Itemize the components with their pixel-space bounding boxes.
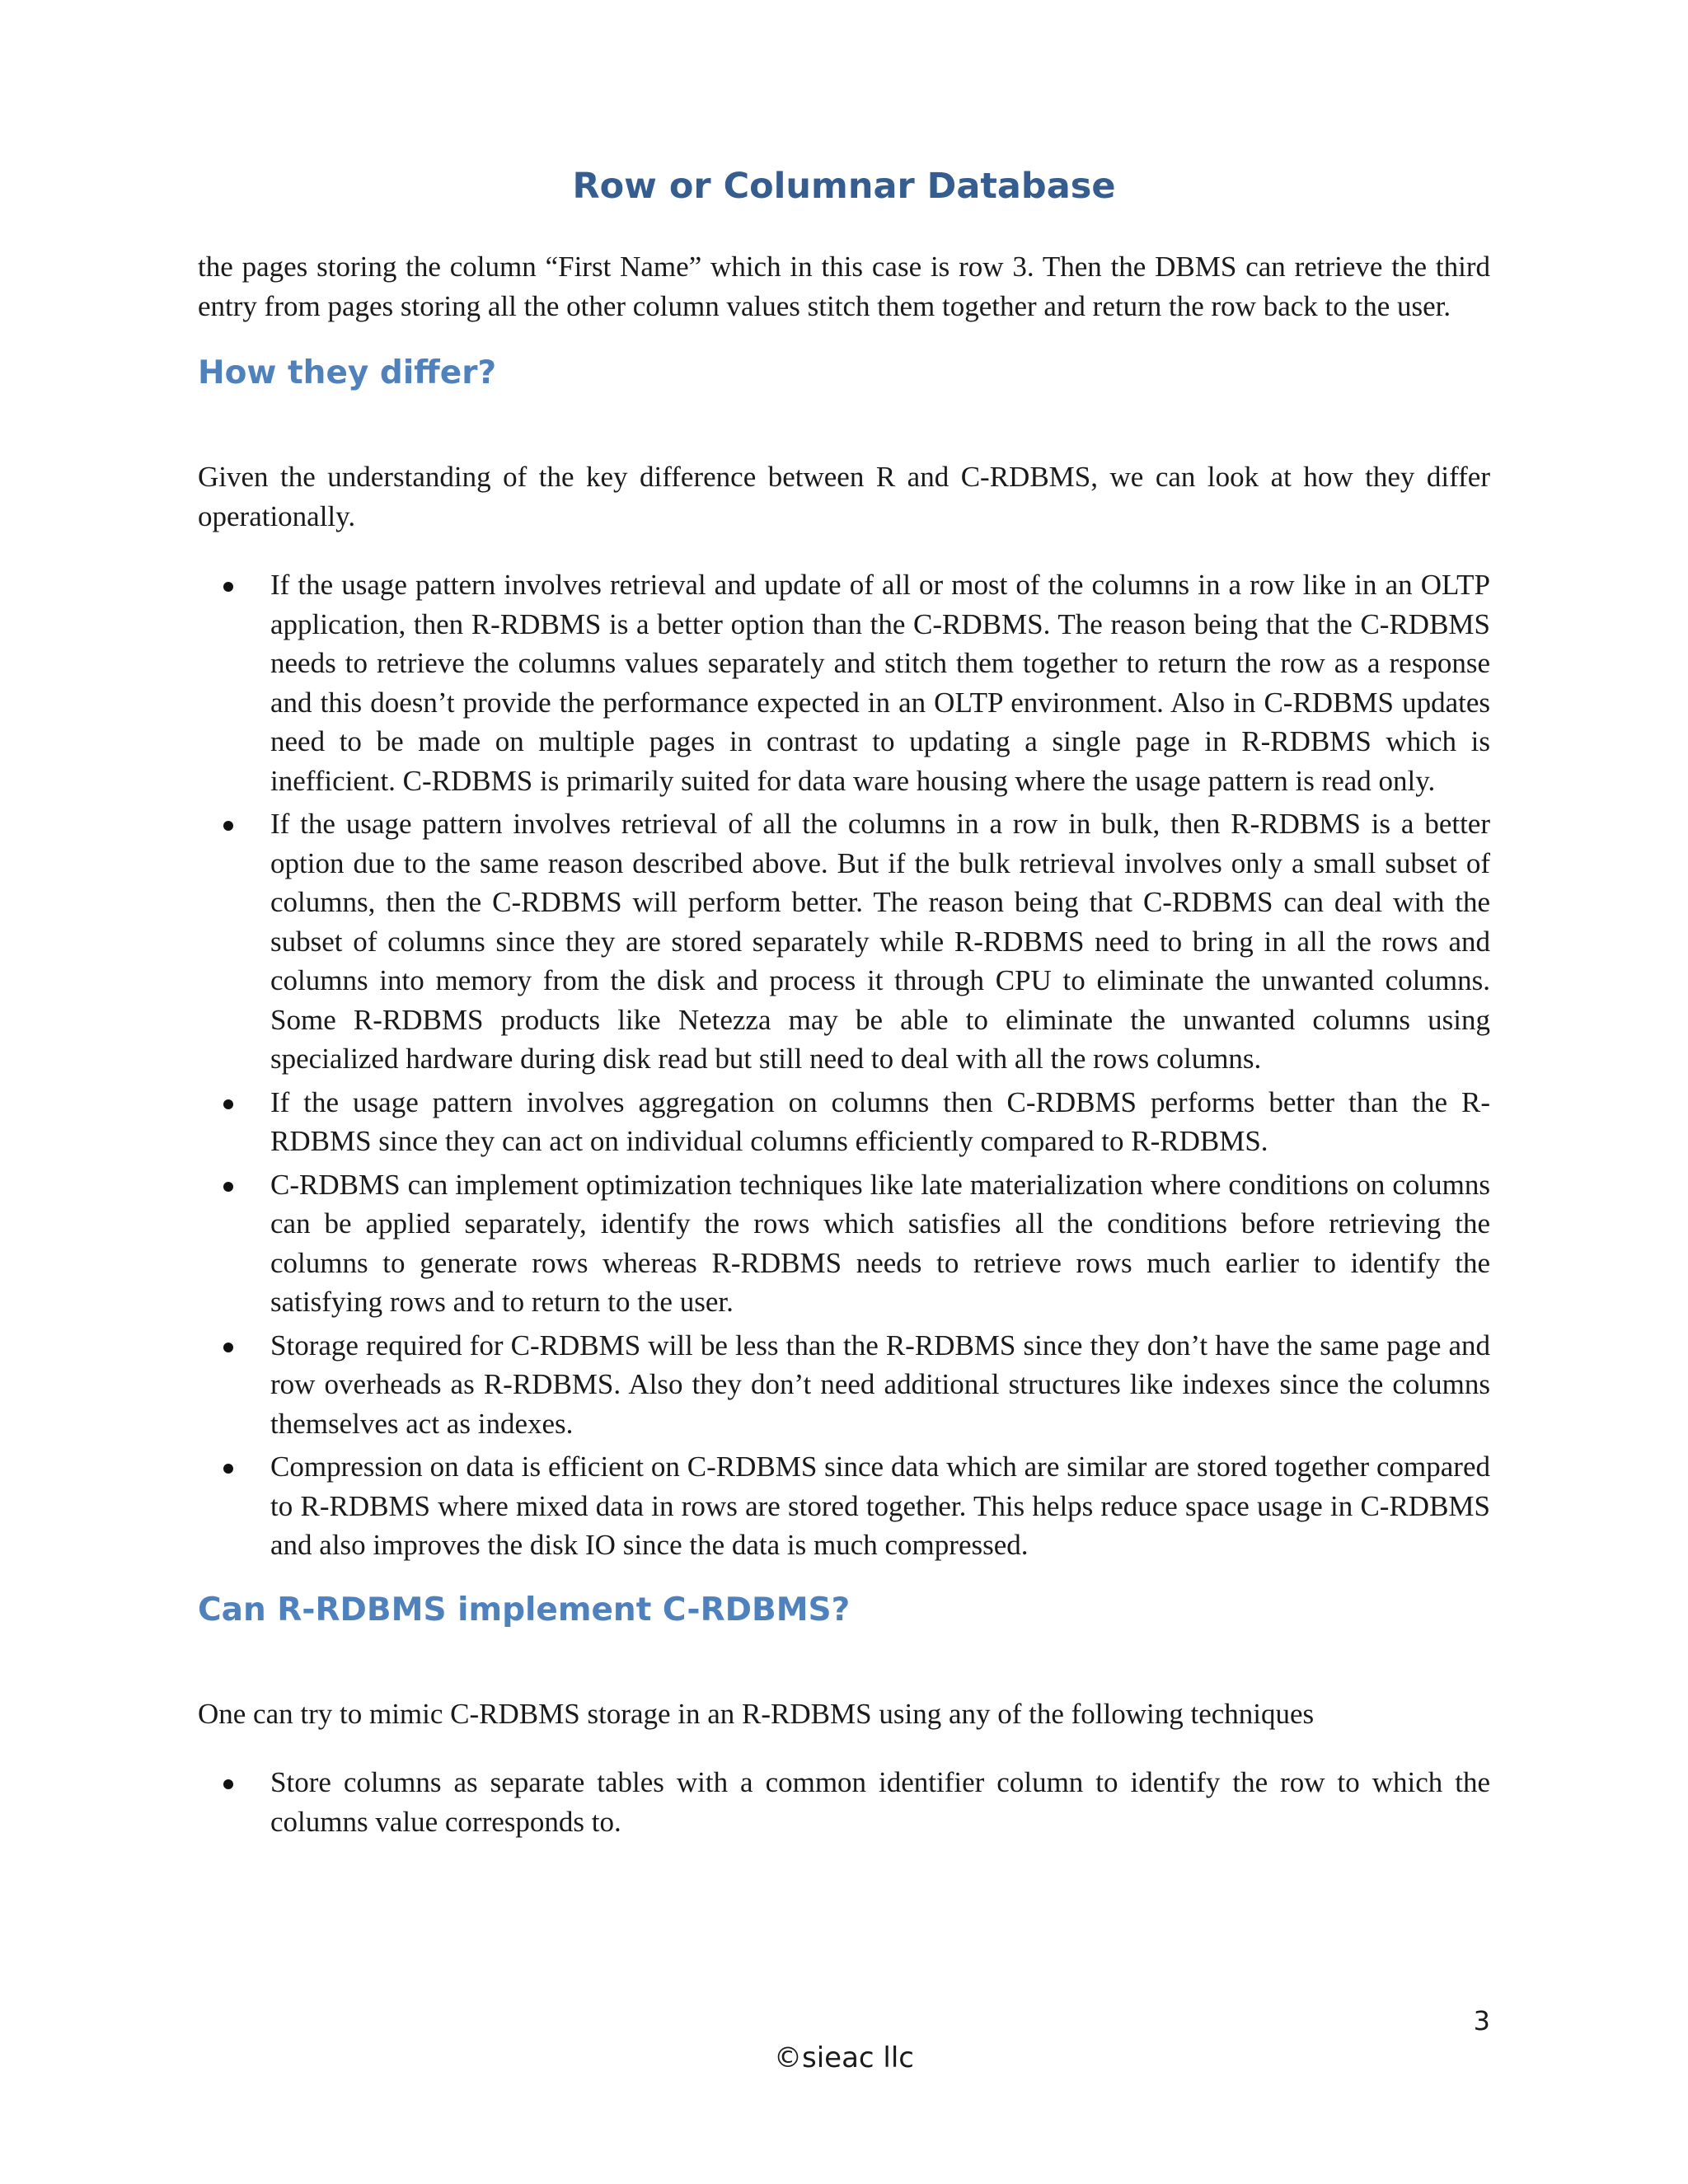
list-item-text: C-RDBMS can implement optimization techniques like late materialization where conditions on columns can be applied separately, identify the rows which satisfies all the conditions before retrieving the columns to generate rows whereas R-RDBMS needs to retrieve rows much earlier to identify the satisfying rows and to return to the user. bbox=[270, 1168, 1490, 1318]
page-content bbox=[198, 247, 1490, 1845]
list-item-text: If the usage pattern involves retrieval of all the columns in a row in bulk, then R-RDBMS is a better option due to the same reason described above. But if the bulk retrieval involves only a small subset of columns, then the C-RDBMS will perform better. The reason being that C-RDBMS can deal with the subset of columns since they are stored separately while R-RDBMS need to bring in all the rows and columns into memory from the disk and process it through CPU to eliminate the unwanted columns. Some R-RDBMS products like Netezza may be able to eliminate the unwanted columns using specialized hardware during disk read but still need to deal with all the rows columns. bbox=[270, 808, 1490, 1075]
bullet-list-techniques bbox=[198, 1763, 1490, 1841]
bullet-icon bbox=[223, 1099, 233, 1109]
bullet-icon bbox=[223, 1464, 233, 1474]
list-item bbox=[198, 1165, 1490, 1322]
intro-paragraph: the pages storing the column “First Name” which in this case is row 3. Then the DBMS can retrieve the third entry from pages storing all the other column values stitch them together and return the row back to the user. bbox=[198, 251, 1490, 322]
list-item bbox=[198, 804, 1490, 1079]
list-item bbox=[198, 565, 1490, 800]
list-item-text: If the usage pattern involves aggregation on columns then C-RDBMS performs better than the R-RDBMS since they can act on individual columns efficiently compared to R-RDBMS. bbox=[270, 1085, 1490, 1157]
list-item-text: Store columns as separate tables with a common identifier column to identify the row to which the columns value corresponds to. bbox=[270, 1766, 1490, 1838]
section-heading-how-they-differ: How they differ? bbox=[198, 354, 497, 391]
list-item-text: If the usage pattern involves retrieval and update of all or most of the columns in a row like in an OLTP application, then R-RDBMS is a better option than the C-RDBMS. The reason being that the C-RDBMS needs to retrieve the columns values separately and stitch them together to return the row as a response and this doesn’t provide the performance expected in an OLTP environment. Also in C-RDBMS updates need to be made on multiple pages in contrast to updating a single page in R-RDBMS which is inefficient. C-RDBMS is primarily suited for data ware housing where the usage pattern is read only. bbox=[270, 569, 1490, 797]
bullet-list-differences bbox=[198, 565, 1490, 1565]
list-item bbox=[198, 1763, 1490, 1841]
bullet-icon bbox=[223, 1182, 233, 1192]
list-item-text: Compression on data is efficient on C-RDBMS since data which are similar are stored together compared to R-RDBMS where mixed data in rows are stored together. This helps reduce space usage in C-RDBMS and also improves the disk IO since the data is much compressed. bbox=[270, 1451, 1490, 1561]
list-item bbox=[198, 1326, 1490, 1444]
page-title: Row or Columnar Database bbox=[572, 166, 1116, 207]
section-paragraph-how-they-differ: Given the understanding of the key difference between R and C-RDBMS, we can look at how they differ operationally. bbox=[198, 461, 1490, 532]
bullet-icon bbox=[223, 582, 233, 592]
page-number: 3 bbox=[1473, 2005, 1490, 2036]
section-heading-can-rrdbms-implement: Can R-RDBMS implement C-RDBMS? bbox=[198, 1591, 851, 1629]
section-paragraph-can-rrdbms-implement: One can try to mimic C-RDBMS storage in an R-RDBMS using any of the following techniques bbox=[198, 1697, 1315, 1730]
bullet-icon bbox=[223, 821, 233, 831]
bullet-icon bbox=[223, 1779, 233, 1789]
list-item bbox=[198, 1083, 1490, 1161]
list-item-text: Storage required for C-RDBMS will be less than the R-RDBMS since they don’t have the same page and row overheads as R-RDBMS. Also they don’t need additional structures like indexes since the columns themselves act as indexes. bbox=[270, 1329, 1490, 1440]
list-item bbox=[198, 1447, 1490, 1565]
footer-copyright: ©sieac llc bbox=[774, 2041, 914, 2074]
bullet-icon bbox=[223, 1343, 233, 1352]
